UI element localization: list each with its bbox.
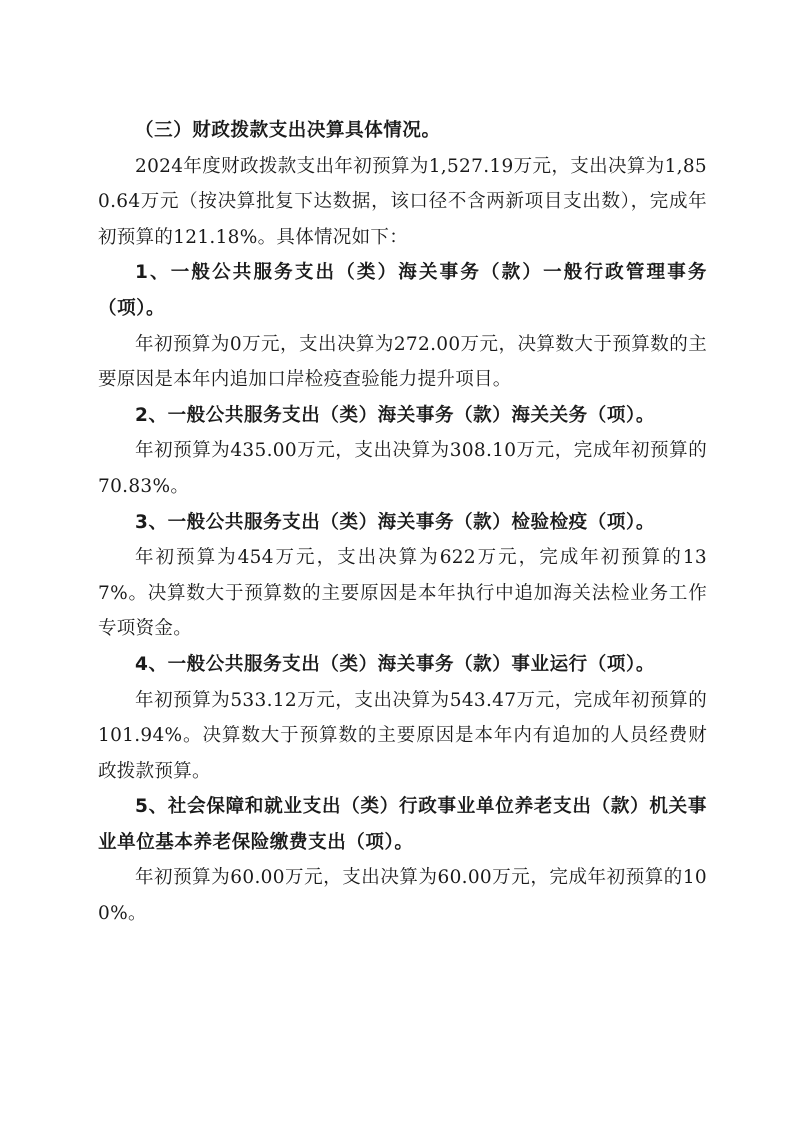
item-2-body: 年初预算为435.00万元，支出决算为308.10万元，完成年初预算的70.83%。 bbox=[98, 440, 707, 497]
item-2-heading: 2、一般公共服务支出（类）海关事务（款）海关关务（项）。 bbox=[135, 404, 655, 426]
item-1-body: 年初预算为0万元，支出决算为272.00万元，决算数大于预算数的主要原因是本年内追加口岸检疫查验能力提升项目。 bbox=[98, 333, 707, 391]
item-1-heading: 1、一般公共服务支出（类）海关事务（款）一般行政管理事务（项）。 bbox=[98, 262, 707, 319]
item-5-body: 年初预算为60.00万元，支出决算为60.00万元，完成年初预算的100%。 bbox=[98, 867, 707, 925]
item-3-heading: 3、一般公共服务支出（类）海关事务（款）检验检疫（项）。 bbox=[135, 511, 655, 533]
section-title: （三）财政拨款支出决算具体情况。 bbox=[135, 120, 441, 141]
intro-paragraph: 2024年度财政拨款支出年初预算为1,527.19万元，支出决算为1,850.64万元（按决算批复下达数据，该口径不含两新项目支出数），完成年初预算的121.18%。具体情况如下： bbox=[98, 155, 707, 248]
item-5-heading: 5、社会保障和就业支出（类）行政事业单位养老支出（款）机关事业单位基本养老保险缴费支出（项）。 bbox=[98, 796, 707, 853]
item-3-body: 年初预算为454万元，支出决算为622万元，完成年初预算的137%。决算数大于预算数的主要原因是本年执行中追加海关法检业务工作专项资金。 bbox=[98, 547, 707, 640]
item-4-body: 年初预算为533.12万元，支出决算为543.47万元，完成年初预算的101.94%。决算数大于预算数的主要原因是本年内有追加的人员经费财政拨款预算。 bbox=[98, 689, 707, 782]
item-4-heading: 4、一般公共服务支出（类）海关事务（款）事业运行（项）。 bbox=[135, 653, 655, 675]
